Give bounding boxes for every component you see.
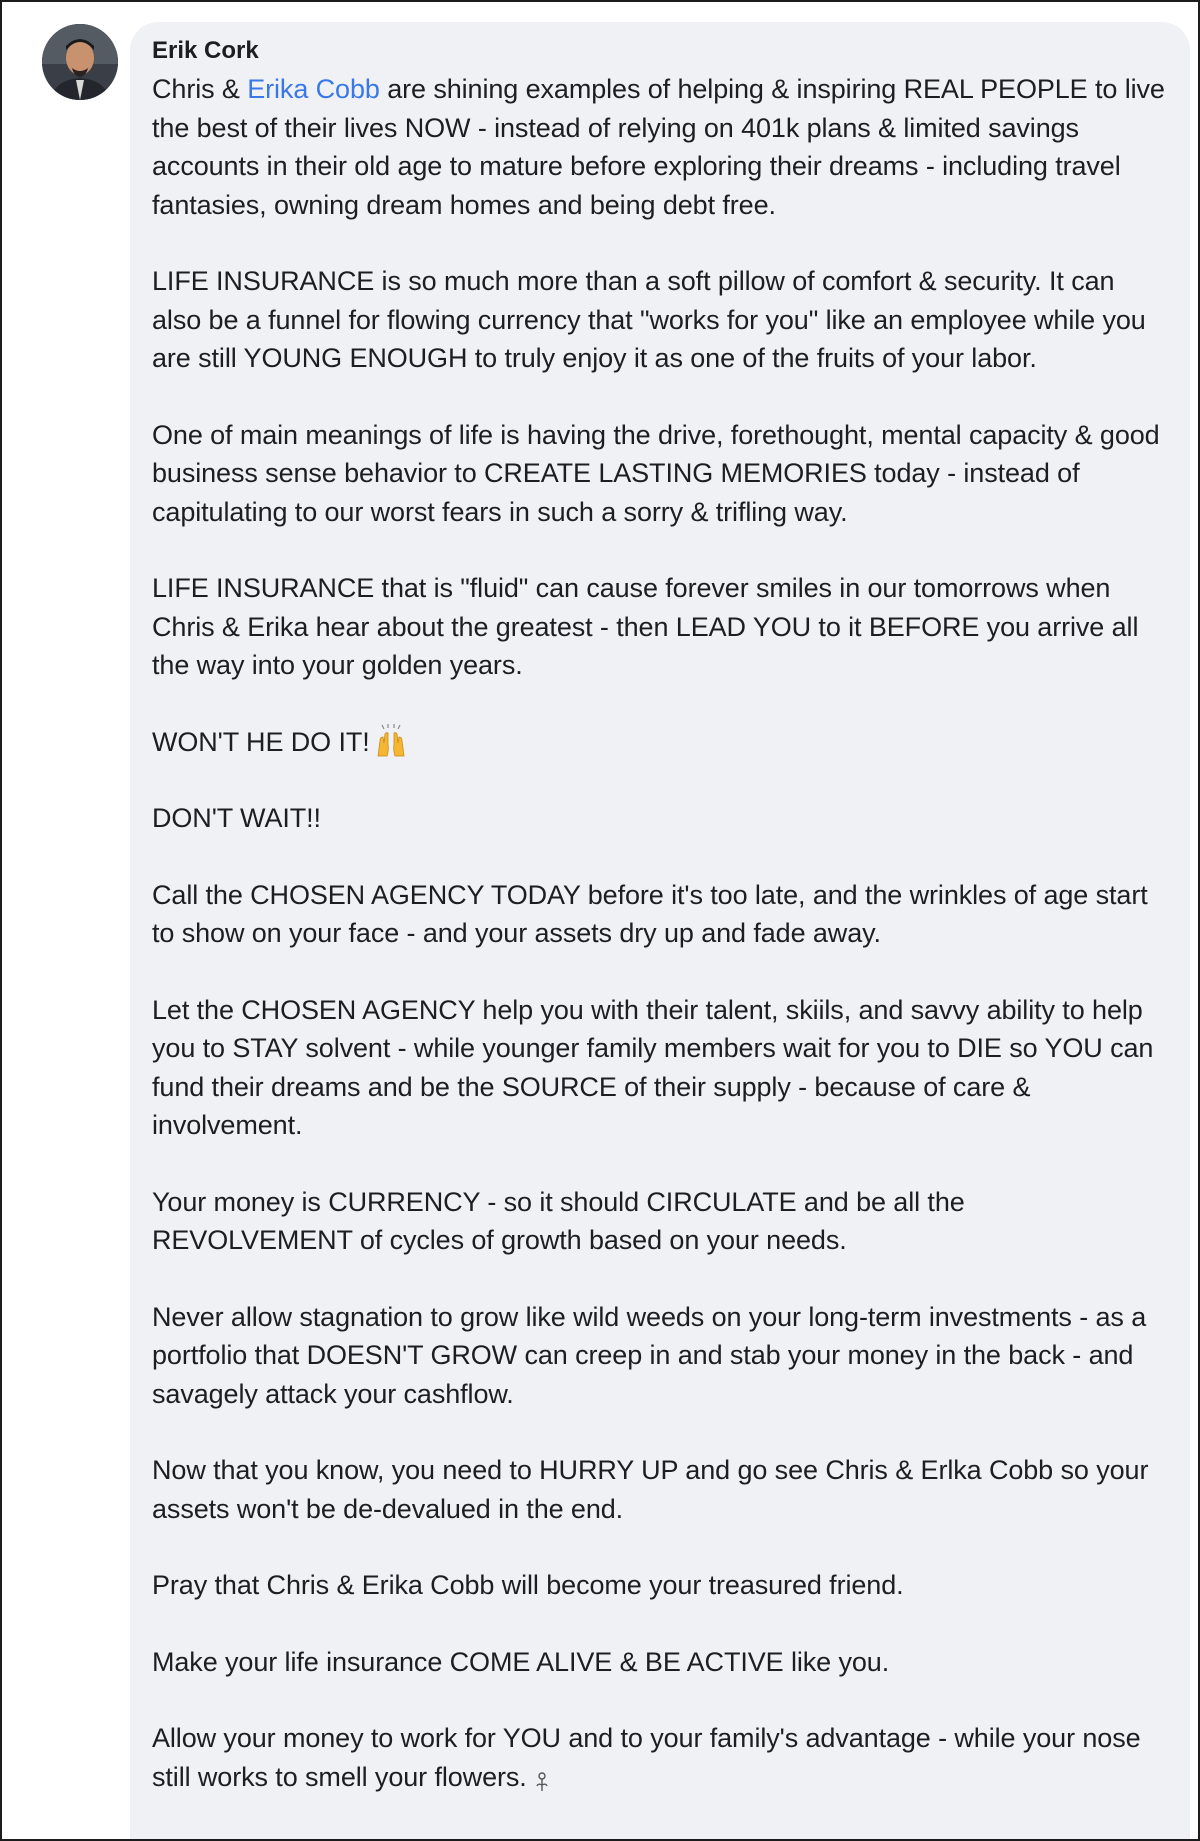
- paragraph-text: WON'T HE DO IT!: [152, 726, 370, 757]
- comment-paragraph: [152, 876, 1170, 953]
- paragraph-text: Allow your money to work for YOU and to your family's advantage - while your nose still works to smell your flowers.: [152, 1723, 1141, 1792]
- comment-bubble: [130, 22, 1190, 1841]
- comment-body: [152, 70, 1170, 1796]
- raising-hands-icon: [374, 723, 408, 757]
- comment-paragraph: [152, 1298, 1170, 1414]
- comment-paragraph: [152, 723, 1170, 762]
- comment-paragraph: [152, 1566, 1170, 1605]
- paragraph-text: Call the CHOSEN AGENCY TODAY before it's too late, and the wrinkles of age start to show on your face - and your assets dry up and fade away.: [152, 879, 1148, 948]
- comment-paragraph: [152, 70, 1170, 224]
- flower-icon: [531, 1770, 553, 1792]
- profile-photo-icon: [42, 24, 118, 100]
- paragraph-text: Now that you know, you need to HURRY UP and go see Chris & Erlka Cobb so your assets won't be de-devalued in the end.: [152, 1455, 1149, 1524]
- comment-paragraph: [152, 1719, 1170, 1796]
- comment-author-name[interactable]: Erik Cork: [152, 37, 259, 64]
- paragraph-text: One of main meanings of life is having the drive, forethought, mental capacity & good business sense behavior to CREATE LASTING MEMORIES today - instead of capitulating to our worst fears in such a sorry & trifling way.: [152, 419, 1160, 527]
- comment-paragraph: [152, 799, 1170, 838]
- comment-paragraph: [152, 1183, 1170, 1260]
- paragraph-text: LIFE INSURANCE is so much more than a soft pillow of comfort & security. It can also be a funnel for flowing currency that "works for you" like an employee while you are still YOUNG ENOUGH to truly enjoy it as one of the fruits of your labor.: [152, 266, 1146, 373]
- comment-paragraph: [152, 262, 1170, 378]
- avatar[interactable]: [42, 24, 118, 100]
- paragraph-text: Chris &: [152, 74, 248, 104]
- comment-paragraph: [152, 1451, 1170, 1528]
- paragraph-text: Make your life insurance COME ALIVE & BE ACTIVE like you.: [152, 1646, 890, 1677]
- paragraph-text: Let the CHOSEN AGENCY help you with their talent, skiils, and savvy ability to help you to STAY solvent - while younger family members wait for you to DIE so YOU can fund their dreams and be the SOURCE of their supply - because of care & involvement.: [152, 994, 1154, 1140]
- paragraph-text: Pray that Chris & Erika Cobb will become your treasured friend.: [152, 1570, 904, 1600]
- paragraph-text: Never allow stagnation to grow like wild weeds on your long-term investments - as a portfolio that DOESN'T GROW can creep in and stab your money in the back - and savagely attack your cashflow.: [152, 1301, 1147, 1409]
- paragraph-text: LIFE INSURANCE that is "fluid" can cause forever smiles in our tomorrows when Chris & Erika hear about the greatest - then LEAD YOU to it BEFORE you arrive all the way into your golden years.: [152, 573, 1139, 680]
- comment-paragraph: [152, 991, 1170, 1145]
- comment-paragraph: [152, 569, 1170, 685]
- comment-paragraph: [152, 1643, 1170, 1682]
- comment-paragraph: [152, 416, 1170, 532]
- paragraph-text: DON'T WAIT!!: [152, 803, 321, 833]
- paragraph-text: are shining examples of helping & inspiring REAL PEOPLE to live the best of their lives NOW - instead of relying on 401k plans & limited savings accounts in their old age to mature before exploring their dreams - including travel fantasies, owning dream homes and being debt free.: [152, 74, 1165, 220]
- mention-link[interactable]: Erika Cobb: [247, 74, 380, 104]
- paragraph-text: Your money is CURRENCY - so it should CIRCULATE and be all the REVOLVEMENT of cycles of growth based on your needs.: [152, 1186, 965, 1255]
